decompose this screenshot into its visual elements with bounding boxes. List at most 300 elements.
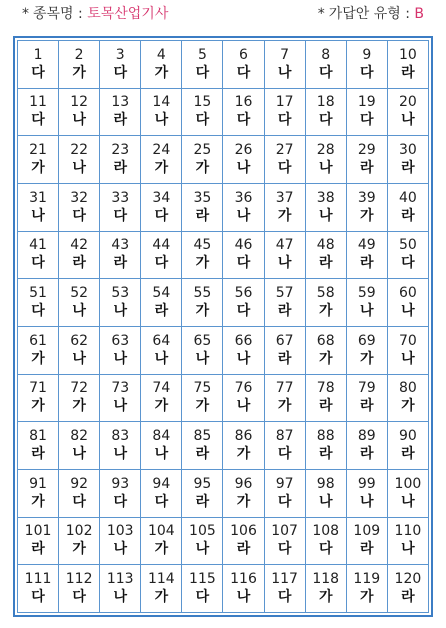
answer-choice: 다 <box>360 64 374 81</box>
question-number: 76 <box>234 380 253 397</box>
question-number: 93 <box>111 475 130 492</box>
answer-choice: 가 <box>31 350 45 367</box>
bullet-star: * <box>22 6 29 22</box>
answer-cell <box>141 231 182 279</box>
answer-cell <box>305 374 346 422</box>
answer-cell <box>305 517 346 565</box>
answer-cell <box>387 517 428 565</box>
answer-choice: 다 <box>277 493 292 510</box>
answer-choice: 나 <box>72 446 86 463</box>
question-number: 39 <box>357 189 376 206</box>
answer-choice: 다 <box>318 112 333 129</box>
answer-cell <box>141 422 182 470</box>
answer-choice: 라 <box>360 446 374 463</box>
question-number: 9 <box>362 46 372 63</box>
answer-choice: 다 <box>31 303 45 320</box>
answer-cell <box>18 469 59 517</box>
answer-cell <box>141 565 182 613</box>
answer-choice: 가 <box>401 398 415 415</box>
answer-choice: 나 <box>236 350 251 367</box>
answer-cell <box>59 88 100 136</box>
question-number: 41 <box>29 237 47 254</box>
question-number: 94 <box>152 475 171 492</box>
answer-choice: 나 <box>401 350 415 367</box>
answer-choice: 가 <box>360 589 374 606</box>
question-number: 70 <box>399 332 417 349</box>
answer-cell <box>264 422 305 470</box>
answer-choice: 라 <box>113 112 127 129</box>
question-number: 2 <box>74 46 84 63</box>
question-number: 4 <box>156 46 166 63</box>
question-number: 51 <box>29 285 47 302</box>
answer-choice: 나 <box>72 112 86 129</box>
answer-row <box>18 231 429 279</box>
question-number: 30 <box>399 142 417 159</box>
question-number: 114 <box>147 571 175 588</box>
answer-choice: 라 <box>318 255 333 272</box>
question-number: 46 <box>234 237 253 254</box>
question-number: 85 <box>193 428 212 445</box>
answer-cell <box>346 183 387 231</box>
answer-cell <box>59 41 100 89</box>
answer-choice: 다 <box>277 160 292 177</box>
answer-cell <box>18 374 59 422</box>
answer-cell <box>223 469 264 517</box>
answer-cell <box>387 469 428 517</box>
answer-choice: 나 <box>154 446 169 463</box>
question-number: 5 <box>197 46 207 63</box>
answer-cell <box>264 374 305 422</box>
answer-choice: 다 <box>113 207 127 224</box>
answer-type-value: B <box>414 6 424 22</box>
question-number: 57 <box>275 285 294 302</box>
question-number: 87 <box>275 428 294 445</box>
answer-choice: 나 <box>72 160 86 177</box>
answer-sheet-header <box>0 0 446 30</box>
answer-choice: 나 <box>236 160 251 177</box>
question-number: 31 <box>29 189 47 206</box>
answer-row <box>18 422 429 470</box>
answer-choice: 가 <box>360 350 374 367</box>
answer-choice: 라 <box>31 446 45 463</box>
question-number: 14 <box>152 94 171 111</box>
answer-choice: 나 <box>195 350 210 367</box>
answer-cell <box>346 469 387 517</box>
answer-cell <box>223 136 264 184</box>
answer-cell <box>223 565 264 613</box>
question-number: 40 <box>399 189 417 206</box>
answer-choice: 라 <box>72 255 86 272</box>
answer-cell <box>182 565 223 613</box>
answer-cell <box>141 279 182 327</box>
question-number: 10 <box>399 46 417 63</box>
question-number: 33 <box>111 189 130 206</box>
answer-choice: 나 <box>113 398 127 415</box>
answer-cell <box>387 183 428 231</box>
answer-cell <box>100 183 141 231</box>
answer-cell <box>346 565 387 613</box>
question-number: 35 <box>193 189 212 206</box>
answer-choice: 가 <box>154 64 169 81</box>
answer-choice: 나 <box>113 589 127 606</box>
answer-choice: 라 <box>360 398 374 415</box>
question-number: 36 <box>234 189 253 206</box>
answer-row <box>18 326 429 374</box>
question-number: 44 <box>152 237 171 254</box>
answer-choice: 라 <box>195 493 210 510</box>
answer-cell <box>387 326 428 374</box>
answer-cell <box>100 422 141 470</box>
answer-choice: 나 <box>401 303 415 320</box>
answer-choice: 다 <box>72 207 86 224</box>
answer-cell <box>59 374 100 422</box>
answer-cell <box>182 422 223 470</box>
question-number: 8 <box>321 46 331 63</box>
question-number: 78 <box>316 380 335 397</box>
answer-cell <box>305 279 346 327</box>
question-number: 79 <box>357 380 376 397</box>
question-number: 54 <box>152 285 171 302</box>
question-number: 83 <box>111 428 130 445</box>
answer-choice: 라 <box>401 589 415 606</box>
answer-row <box>18 517 429 565</box>
answer-choice: 다 <box>236 255 251 272</box>
answer-cell <box>182 41 223 89</box>
question-number: 67 <box>275 332 294 349</box>
answer-choice: 나 <box>401 541 415 558</box>
question-number: 101 <box>24 523 52 540</box>
question-number: 3 <box>115 46 125 63</box>
question-number: 117 <box>271 571 298 588</box>
question-number: 102 <box>65 523 93 540</box>
answer-cell <box>182 136 223 184</box>
question-number: 80 <box>399 380 417 397</box>
answer-choice: 가 <box>360 207 374 224</box>
answer-cell <box>141 41 182 89</box>
answer-choice: 라 <box>401 160 415 177</box>
subject-value: 토목산업기사 <box>87 6 169 22</box>
answer-cell <box>305 326 346 374</box>
answer-cell <box>387 374 428 422</box>
question-number: 69 <box>357 332 376 349</box>
answer-cell <box>100 517 141 565</box>
answer-choice: 라 <box>360 255 374 272</box>
answer-choice: 라 <box>360 541 374 558</box>
answer-choice: 가 <box>72 398 86 415</box>
answer-cell <box>100 231 141 279</box>
answer-choice: 나 <box>154 112 169 129</box>
answer-choice: 나 <box>31 207 45 224</box>
answer-row <box>18 136 429 184</box>
answer-choice: 가 <box>277 398 292 415</box>
answer-choice: 라 <box>113 160 127 177</box>
answer-cell <box>223 183 264 231</box>
question-number: 50 <box>399 237 417 254</box>
question-number: 1 <box>33 46 43 63</box>
answer-cell <box>387 88 428 136</box>
answer-cell <box>346 136 387 184</box>
answer-choice: 다 <box>277 446 292 463</box>
question-number: 17 <box>275 94 294 111</box>
answer-cell <box>346 88 387 136</box>
question-number: 120 <box>394 571 422 588</box>
answer-cell <box>346 326 387 374</box>
question-number: 63 <box>111 332 130 349</box>
answer-cell <box>305 136 346 184</box>
question-number: 111 <box>24 571 52 588</box>
answer-choice: 가 <box>236 446 251 463</box>
answer-choice: 다 <box>154 207 169 224</box>
answer-choice: 가 <box>195 255 210 272</box>
question-number: 97 <box>275 475 294 492</box>
answer-cell <box>18 422 59 470</box>
question-number: 26 <box>234 142 253 159</box>
answer-cell <box>141 136 182 184</box>
question-number: 11 <box>29 94 47 111</box>
answer-choice: 라 <box>318 398 333 415</box>
answer-choice: 라 <box>195 207 210 224</box>
answer-choice: 라 <box>195 446 210 463</box>
answer-cell <box>305 565 346 613</box>
question-number: 96 <box>234 475 253 492</box>
answer-choice: 다 <box>318 541 333 558</box>
answer-choice: 다 <box>31 589 45 606</box>
answer-cell <box>100 326 141 374</box>
question-number: 60 <box>399 285 417 302</box>
question-number: 104 <box>147 523 175 540</box>
answer-choice: 나 <box>277 255 292 272</box>
question-number: 99 <box>357 475 376 492</box>
answer-grid-frame <box>13 36 433 617</box>
answer-choice: 나 <box>236 398 251 415</box>
answer-choice: 나 <box>360 493 374 510</box>
question-number: 42 <box>70 237 89 254</box>
question-number: 84 <box>152 428 171 445</box>
question-number: 95 <box>193 475 212 492</box>
answer-choice: 가 <box>195 398 210 415</box>
question-number: 58 <box>316 285 335 302</box>
answer-cell <box>264 136 305 184</box>
answer-choice: 다 <box>195 112 210 129</box>
answer-cell <box>182 88 223 136</box>
question-number: 52 <box>70 285 89 302</box>
answer-choice: 나 <box>236 207 251 224</box>
answer-choice: 다 <box>72 493 86 510</box>
question-number: 49 <box>357 237 376 254</box>
answer-row <box>18 469 429 517</box>
answer-choice: 다 <box>113 64 127 81</box>
question-number: 21 <box>29 142 47 159</box>
answer-choice: 가 <box>318 589 333 606</box>
answer-row <box>18 279 429 327</box>
subject-label: 종목명 : <box>33 6 88 22</box>
question-number: 92 <box>70 475 89 492</box>
answer-cell <box>223 88 264 136</box>
answer-choice: 다 <box>154 255 169 272</box>
answer-cell <box>305 183 346 231</box>
question-number: 88 <box>316 428 335 445</box>
question-number: 116 <box>230 571 257 588</box>
answer-choice: 다 <box>277 112 292 129</box>
question-number: 61 <box>29 332 47 349</box>
answer-cell <box>100 565 141 613</box>
answer-cell <box>264 88 305 136</box>
answer-choice: 다 <box>31 64 45 81</box>
question-number: 53 <box>111 285 130 302</box>
question-number: 105 <box>189 523 216 540</box>
question-number: 55 <box>193 285 212 302</box>
answer-cell <box>223 41 264 89</box>
answer-cell <box>387 565 428 613</box>
answer-cell <box>346 231 387 279</box>
answer-choice: 다 <box>277 541 292 558</box>
answer-cell <box>264 517 305 565</box>
answer-cell <box>100 469 141 517</box>
answer-choice: 나 <box>401 493 415 510</box>
question-number: 73 <box>111 380 130 397</box>
answer-cell <box>18 326 59 374</box>
answer-choice: 다 <box>31 255 45 272</box>
answer-cell <box>141 326 182 374</box>
answer-cell <box>100 41 141 89</box>
question-number: 89 <box>357 428 376 445</box>
answer-choice: 다 <box>236 303 251 320</box>
answer-choice: 라 <box>277 350 292 367</box>
answer-choice: 다 <box>31 112 45 129</box>
question-number: 72 <box>70 380 89 397</box>
answer-choice: 가 <box>154 398 169 415</box>
answer-cell <box>100 88 141 136</box>
answer-cell <box>264 565 305 613</box>
question-number: 107 <box>271 523 298 540</box>
answer-choice: 나 <box>113 350 127 367</box>
answer-choice: 다 <box>401 255 415 272</box>
question-number: 29 <box>357 142 376 159</box>
answer-cell <box>182 374 223 422</box>
question-number: 19 <box>357 94 376 111</box>
answer-choice: 나 <box>318 160 333 177</box>
answer-cell <box>305 41 346 89</box>
question-number: 74 <box>152 380 171 397</box>
answer-cell <box>305 469 346 517</box>
answer-choice: 다 <box>113 493 127 510</box>
answer-cell <box>182 517 223 565</box>
question-number: 56 <box>234 285 253 302</box>
question-number: 18 <box>316 94 335 111</box>
answer-cell <box>182 469 223 517</box>
answer-cell <box>223 422 264 470</box>
answer-choice: 라 <box>113 255 127 272</box>
answer-choice: 라 <box>401 446 415 463</box>
question-number: 24 <box>152 142 171 159</box>
answer-choice: 다 <box>195 64 210 81</box>
answer-choice: 다 <box>360 112 374 129</box>
answer-cell <box>346 279 387 327</box>
answer-choice: 나 <box>113 446 127 463</box>
answer-cell <box>387 422 428 470</box>
question-number: 32 <box>70 189 89 206</box>
question-number: 71 <box>29 380 47 397</box>
question-number: 64 <box>152 332 171 349</box>
answer-cell <box>264 231 305 279</box>
answer-cell <box>18 136 59 184</box>
question-number: 27 <box>275 142 294 159</box>
answer-choice: 가 <box>318 303 333 320</box>
answer-cell <box>387 136 428 184</box>
answer-cell <box>18 565 59 613</box>
answer-cell <box>18 183 59 231</box>
question-number: 90 <box>399 428 417 445</box>
answer-cell <box>182 183 223 231</box>
answer-choice: 가 <box>154 589 169 606</box>
answer-cell <box>182 279 223 327</box>
question-number: 62 <box>70 332 89 349</box>
answer-cell <box>141 88 182 136</box>
answer-choice: 나 <box>72 350 86 367</box>
question-number: 6 <box>239 46 248 63</box>
answer-choice: 나 <box>277 64 292 81</box>
answer-row <box>18 183 429 231</box>
answer-cell <box>223 517 264 565</box>
answer-cell <box>223 231 264 279</box>
answer-choice: 가 <box>31 398 45 415</box>
answer-cell <box>264 326 305 374</box>
answer-cell <box>59 279 100 327</box>
answer-cell <box>59 565 100 613</box>
answer-cell <box>387 279 428 327</box>
answer-grid <box>17 40 429 613</box>
question-number: 109 <box>353 523 381 540</box>
question-number: 108 <box>312 523 340 540</box>
question-number: 34 <box>152 189 171 206</box>
answer-cell <box>59 326 100 374</box>
answer-choice: 라 <box>360 160 374 177</box>
answer-cell <box>18 88 59 136</box>
answer-cell <box>387 231 428 279</box>
question-number: 100 <box>394 475 422 492</box>
answer-choice: 라 <box>401 207 415 224</box>
answer-cell <box>59 469 100 517</box>
answer-type-label: 가답안 유형 : <box>328 6 415 22</box>
answer-choice: 라 <box>277 303 292 320</box>
answer-choice: 라 <box>318 446 333 463</box>
answer-row <box>18 88 429 136</box>
answer-cell <box>264 279 305 327</box>
answer-choice: 나 <box>195 541 210 558</box>
question-number: 37 <box>275 189 294 206</box>
answer-choice: 나 <box>72 303 86 320</box>
answer-choice: 다 <box>72 589 86 606</box>
question-number: 22 <box>70 142 89 159</box>
answer-cell <box>223 279 264 327</box>
question-number: 98 <box>316 475 335 492</box>
question-number: 23 <box>111 142 130 159</box>
question-number: 119 <box>353 571 381 588</box>
question-number: 59 <box>357 285 376 302</box>
answer-cell <box>264 183 305 231</box>
question-number: 20 <box>399 94 417 111</box>
question-number: 91 <box>29 475 47 492</box>
question-number: 38 <box>316 189 335 206</box>
answer-cell <box>18 41 59 89</box>
answer-choice: 가 <box>154 160 169 177</box>
subject-info <box>22 3 168 23</box>
answer-cell <box>223 374 264 422</box>
answer-cell <box>264 469 305 517</box>
answer-cell <box>18 279 59 327</box>
question-number: 77 <box>275 380 294 397</box>
answer-row <box>18 374 429 422</box>
